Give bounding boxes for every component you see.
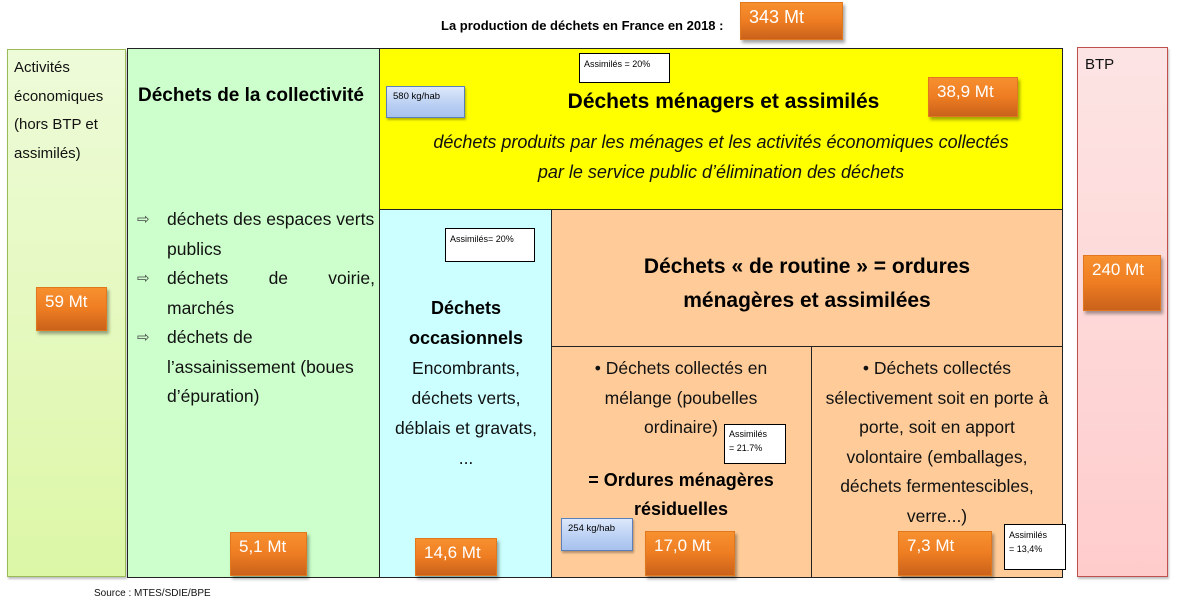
melange-per-capita-box: 254 kg/hab <box>561 518 633 551</box>
menagers-title: Déchets ménagers et assimilés <box>567 90 880 113</box>
btp-value-badge: 240 Mt <box>1083 255 1161 311</box>
occasionnels-assimiles-note: Assimilés= 20% <box>445 228 535 262</box>
econ-label-line: (hors BTP et <box>14 116 98 133</box>
diagram-title: La production de déchets en France en 2018 : <box>441 18 724 33</box>
selectif-assimiles-note: Assimilés = 13,4% <box>1004 524 1066 570</box>
econ-label-line: Activités <box>14 59 70 76</box>
arrow-right-icon: ⇨ <box>137 329 150 346</box>
melange-assimiles-note: Assimilés = 21.7% <box>724 424 786 464</box>
arrow-right-icon: ⇨ <box>137 211 150 228</box>
melange-text: • Déchets collectés en mélange (poubelles ordinaire) <box>594 358 768 437</box>
occasionnels-value-badge: 14,6 Mt <box>415 538 497 576</box>
melange-value-badge: 17,0 Mt <box>645 531 735 576</box>
collectivite-title: Déchets de la collectivité <box>138 85 364 106</box>
arrow-right-icon: ⇨ <box>137 270 150 287</box>
source-note: Source : MTES/SDIE/BPE <box>94 588 211 599</box>
btp-label: BTP <box>1085 56 1115 73</box>
econ-value-badge: 59 Mt <box>36 287 107 331</box>
list-item: ⇨ déchets de l’assainissement (boues d’épuration) <box>137 323 375 412</box>
econ-label-line: assimilés) <box>14 144 81 162</box>
selectif-value-badge: 7,3 Mt <box>898 531 992 576</box>
collectivite-value-badge: 5,1 Mt <box>230 532 307 576</box>
menagers-value-badge: 38,9 Mt <box>928 77 1018 117</box>
list-item: ⇨ déchets des espaces verts publics <box>137 205 375 264</box>
occasionnels-text: Déchets occasionnels Encombrants, déchets verts, déblais et gravats, ... <box>394 298 538 468</box>
total-value-badge: 343 Mt <box>740 2 843 40</box>
menagers-subtitle: déchets produits par les ménages et les activités économiques collectés par le service public d’élimination des déchets <box>433 132 1009 182</box>
menagers-per-capita-box: 580 kg/hab <box>386 86 465 118</box>
menagers-assimiles-note: Assimilés = 20% <box>579 53 670 83</box>
collectivite-list <box>137 205 375 412</box>
list-item: ⇨ déchets de voirie, marchés <box>137 264 375 323</box>
panel-btp <box>1077 47 1168 577</box>
selectif-text: • Déchets collectés sélectivement soit en porte à porte, soit en apport volontaire (emballages, déchets fermentescibles, verre...) <box>825 358 1049 526</box>
econ-label-line: économiques <box>14 87 104 105</box>
routine-title: Déchets « de routine » = ordures ménagères et assimilées <box>643 255 971 312</box>
econ-label <box>14 54 103 168</box>
melange-bold-text: = Ordures ménagères résiduelles <box>588 470 774 519</box>
